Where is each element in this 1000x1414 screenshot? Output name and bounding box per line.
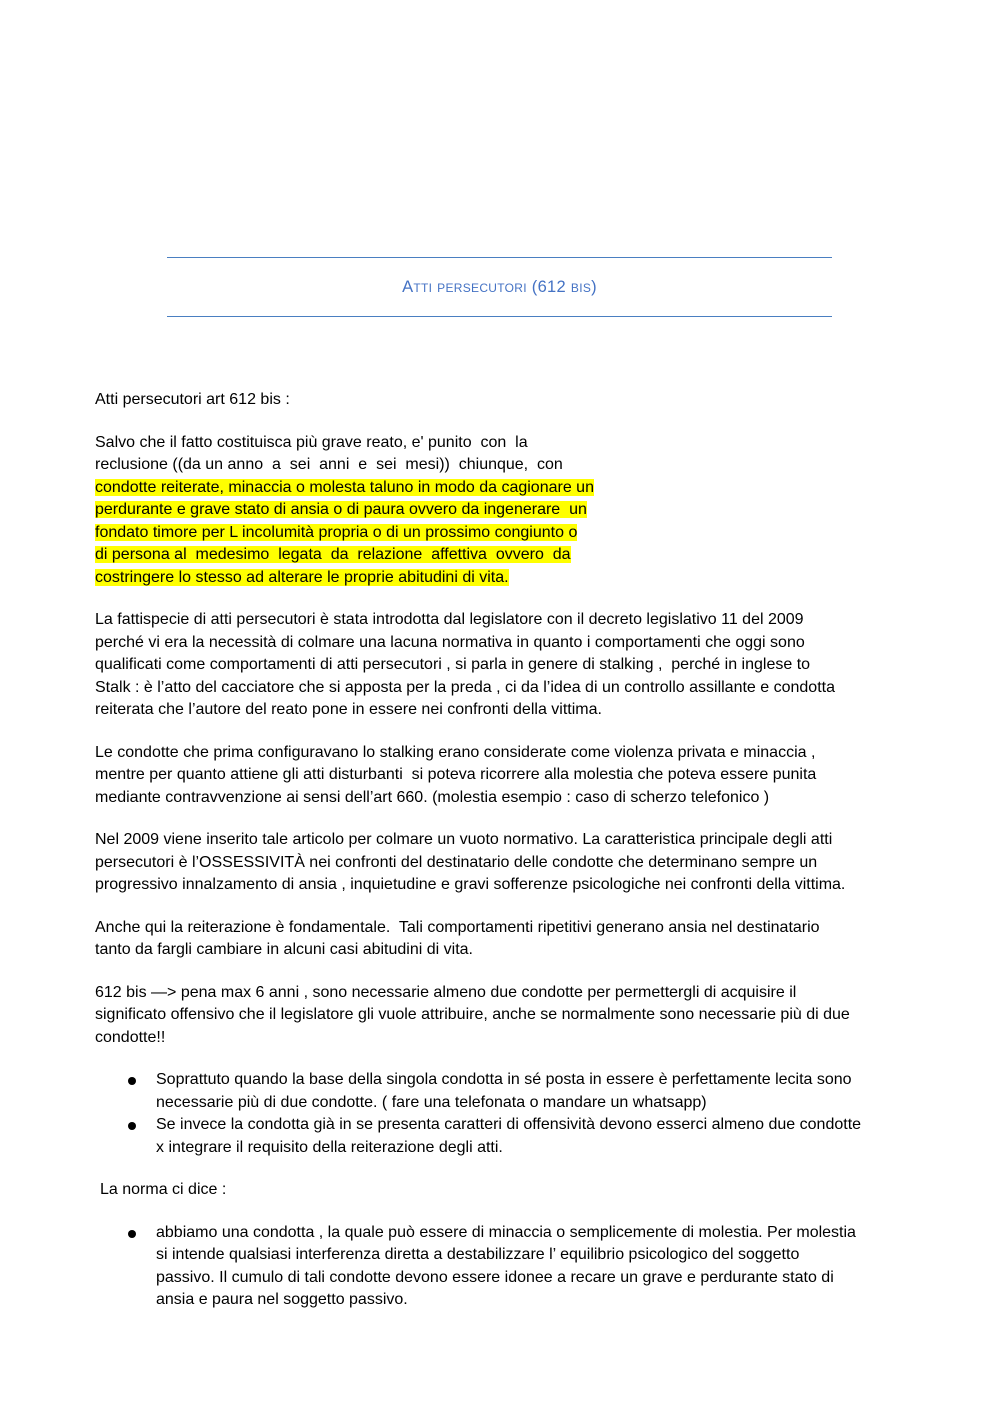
list-item-line: x integrare il requisito della reiterazione degli atti.: [156, 1138, 503, 1156]
paragraph-condotte: [95, 742, 905, 810]
paragraph-line: persecutori è l’OSSESSIVITÀ nei confronti del destinatario delle condotte che determinano sempre un: [95, 853, 818, 871]
list-item-line: necessarie più di due condotte. ( fare una telefonata o mandare un whatsapp): [156, 1093, 707, 1111]
quote-line-highlighted: condotte reiterate, minaccia o molesta taluno in modo da cagionare un: [95, 478, 594, 496]
paragraph-line: condotte!!: [95, 1028, 166, 1046]
paragraph-line: perché vi era la necessità di colmare una lacuna normativa in quanto i comportamenti che oggi sono: [95, 633, 805, 651]
quote-line: Salvo che il fatto costituisca più grave reato, e' punito con la: [95, 433, 528, 451]
paragraph-fattispecie: [95, 609, 905, 722]
list-item-line: abbiamo una condotta , la quale può essere di minaccia o semplicemente di molestia. Per molestia: [156, 1223, 856, 1241]
paragraph-line: qualificati come comportamenti di atti persecutori , si parla in genere di stalking , perché in inglese to: [95, 656, 811, 673]
document-body: [95, 389, 905, 1332]
list-item-line: passivo. Il cumulo di tali condotte devono essere idonee a recare un grave e perdurante stato di: [156, 1268, 834, 1286]
bullet-list-condotte: [95, 1069, 905, 1159]
paragraph-line: progressivo innalzamento di ansia , inquietudine e gravi sofferenze psicologiche nei confronti della vittima.: [95, 876, 846, 893]
paragraph-line: reiterata che l’autore del reato pone in essere nei confronti della vittima.: [95, 701, 602, 718]
paragraph-line: Stalk : è l’atto del cacciatore che si apposta per la preda , ci da l’idea di un controllo assillante e condotta: [95, 678, 835, 696]
paragraph-line: mentre per quanto attiene gli atti disturbanti si poteva ricorrere alla molestia che poteva essere punita: [95, 766, 817, 783]
list-item-line: Se invece la condotta già in se presenta caratteri di offensività devono esserci almeno due condotte: [156, 1116, 862, 1133]
bullet-dot-icon: [128, 1230, 136, 1238]
list-item: [95, 1069, 905, 1114]
quote-line: reclusione ((da un anno a sei anni e sei mesi)) chiunque, con: [95, 456, 563, 473]
title-band: [167, 257, 832, 317]
paragraph-reiterazione: [95, 917, 905, 962]
list-item: [95, 1114, 905, 1159]
bullet-dot-icon: [128, 1122, 136, 1130]
paragraph-line: 612 bis —> pena max 6 anni , sono necessarie almeno due condotte per permettergli di acquisire il: [95, 983, 797, 1001]
paragraph-line: Nel 2009 viene inserito tale articolo per colmare un vuoto normativo. La caratteristica principale degli atti: [95, 831, 833, 848]
quote-block: [95, 432, 905, 590]
page-title: Atti persecutori (612 bis): [402, 277, 597, 296]
paragraph-2009: [95, 829, 905, 897]
paragraph-line: tanto da fargli cambiare in alcuni casi abitudini di vita.: [95, 941, 473, 958]
paragraph-line: mediante contravvenzione ai sensi dell’art 660. (molestia esempio : caso di scherzo telefonico ): [95, 788, 770, 806]
list-item-line: si intende qualsiasi interferenza diretta a destabilizzare l’ equilibrio psicologico del soggetto: [156, 1246, 800, 1263]
paragraph-line: Le condotte che prima configuravano lo stalking erano considerate come violenza privata e minaccia ,: [95, 743, 816, 761]
intro-line: Atti persecutori art 612 bis :: [95, 391, 290, 408]
norma-intro: La norma ci dice :: [100, 1181, 227, 1198]
bullet-dot-icon: [128, 1077, 136, 1085]
paragraph-line: Anche qui la reiterazione è fondamentale. Tali comportamenti ripetitivi generano ansia nel destinatario: [95, 918, 820, 936]
list-item-line: ansia e paura nel soggetto passivo.: [156, 1291, 408, 1308]
quote-line-highlighted: di persona al medesimo legata da relazione affettiva ovvero da: [95, 546, 571, 563]
paragraph-line: La fattispecie di atti persecutori è stata introdotta dal legislatore con il decreto legislativo 11 del 2009: [95, 611, 804, 628]
bullet-list-norma: [95, 1222, 905, 1312]
paragraph-612bis: [95, 982, 905, 1050]
quote-line-highlighted: fondato timore per L incolumità propria o di un prossimo congiunto o: [95, 523, 578, 541]
paragraph-line: significato offensivo che il legislatore gli vuole attribuire, anche se normalmente sono necessarie più di due: [95, 1006, 850, 1023]
list-item: [95, 1222, 905, 1312]
quote-line-highlighted: costringere lo stesso ad alterare le proprie abitudini di vita.: [95, 568, 509, 586]
list-item-line: Soprattuto quando la base della singola condotta in sé posta in essere è perfettamente lecita sono: [156, 1071, 852, 1088]
quote-line-highlighted: perdurante e grave stato di ansia o di paura ovvero da ingenerare un: [95, 501, 587, 518]
